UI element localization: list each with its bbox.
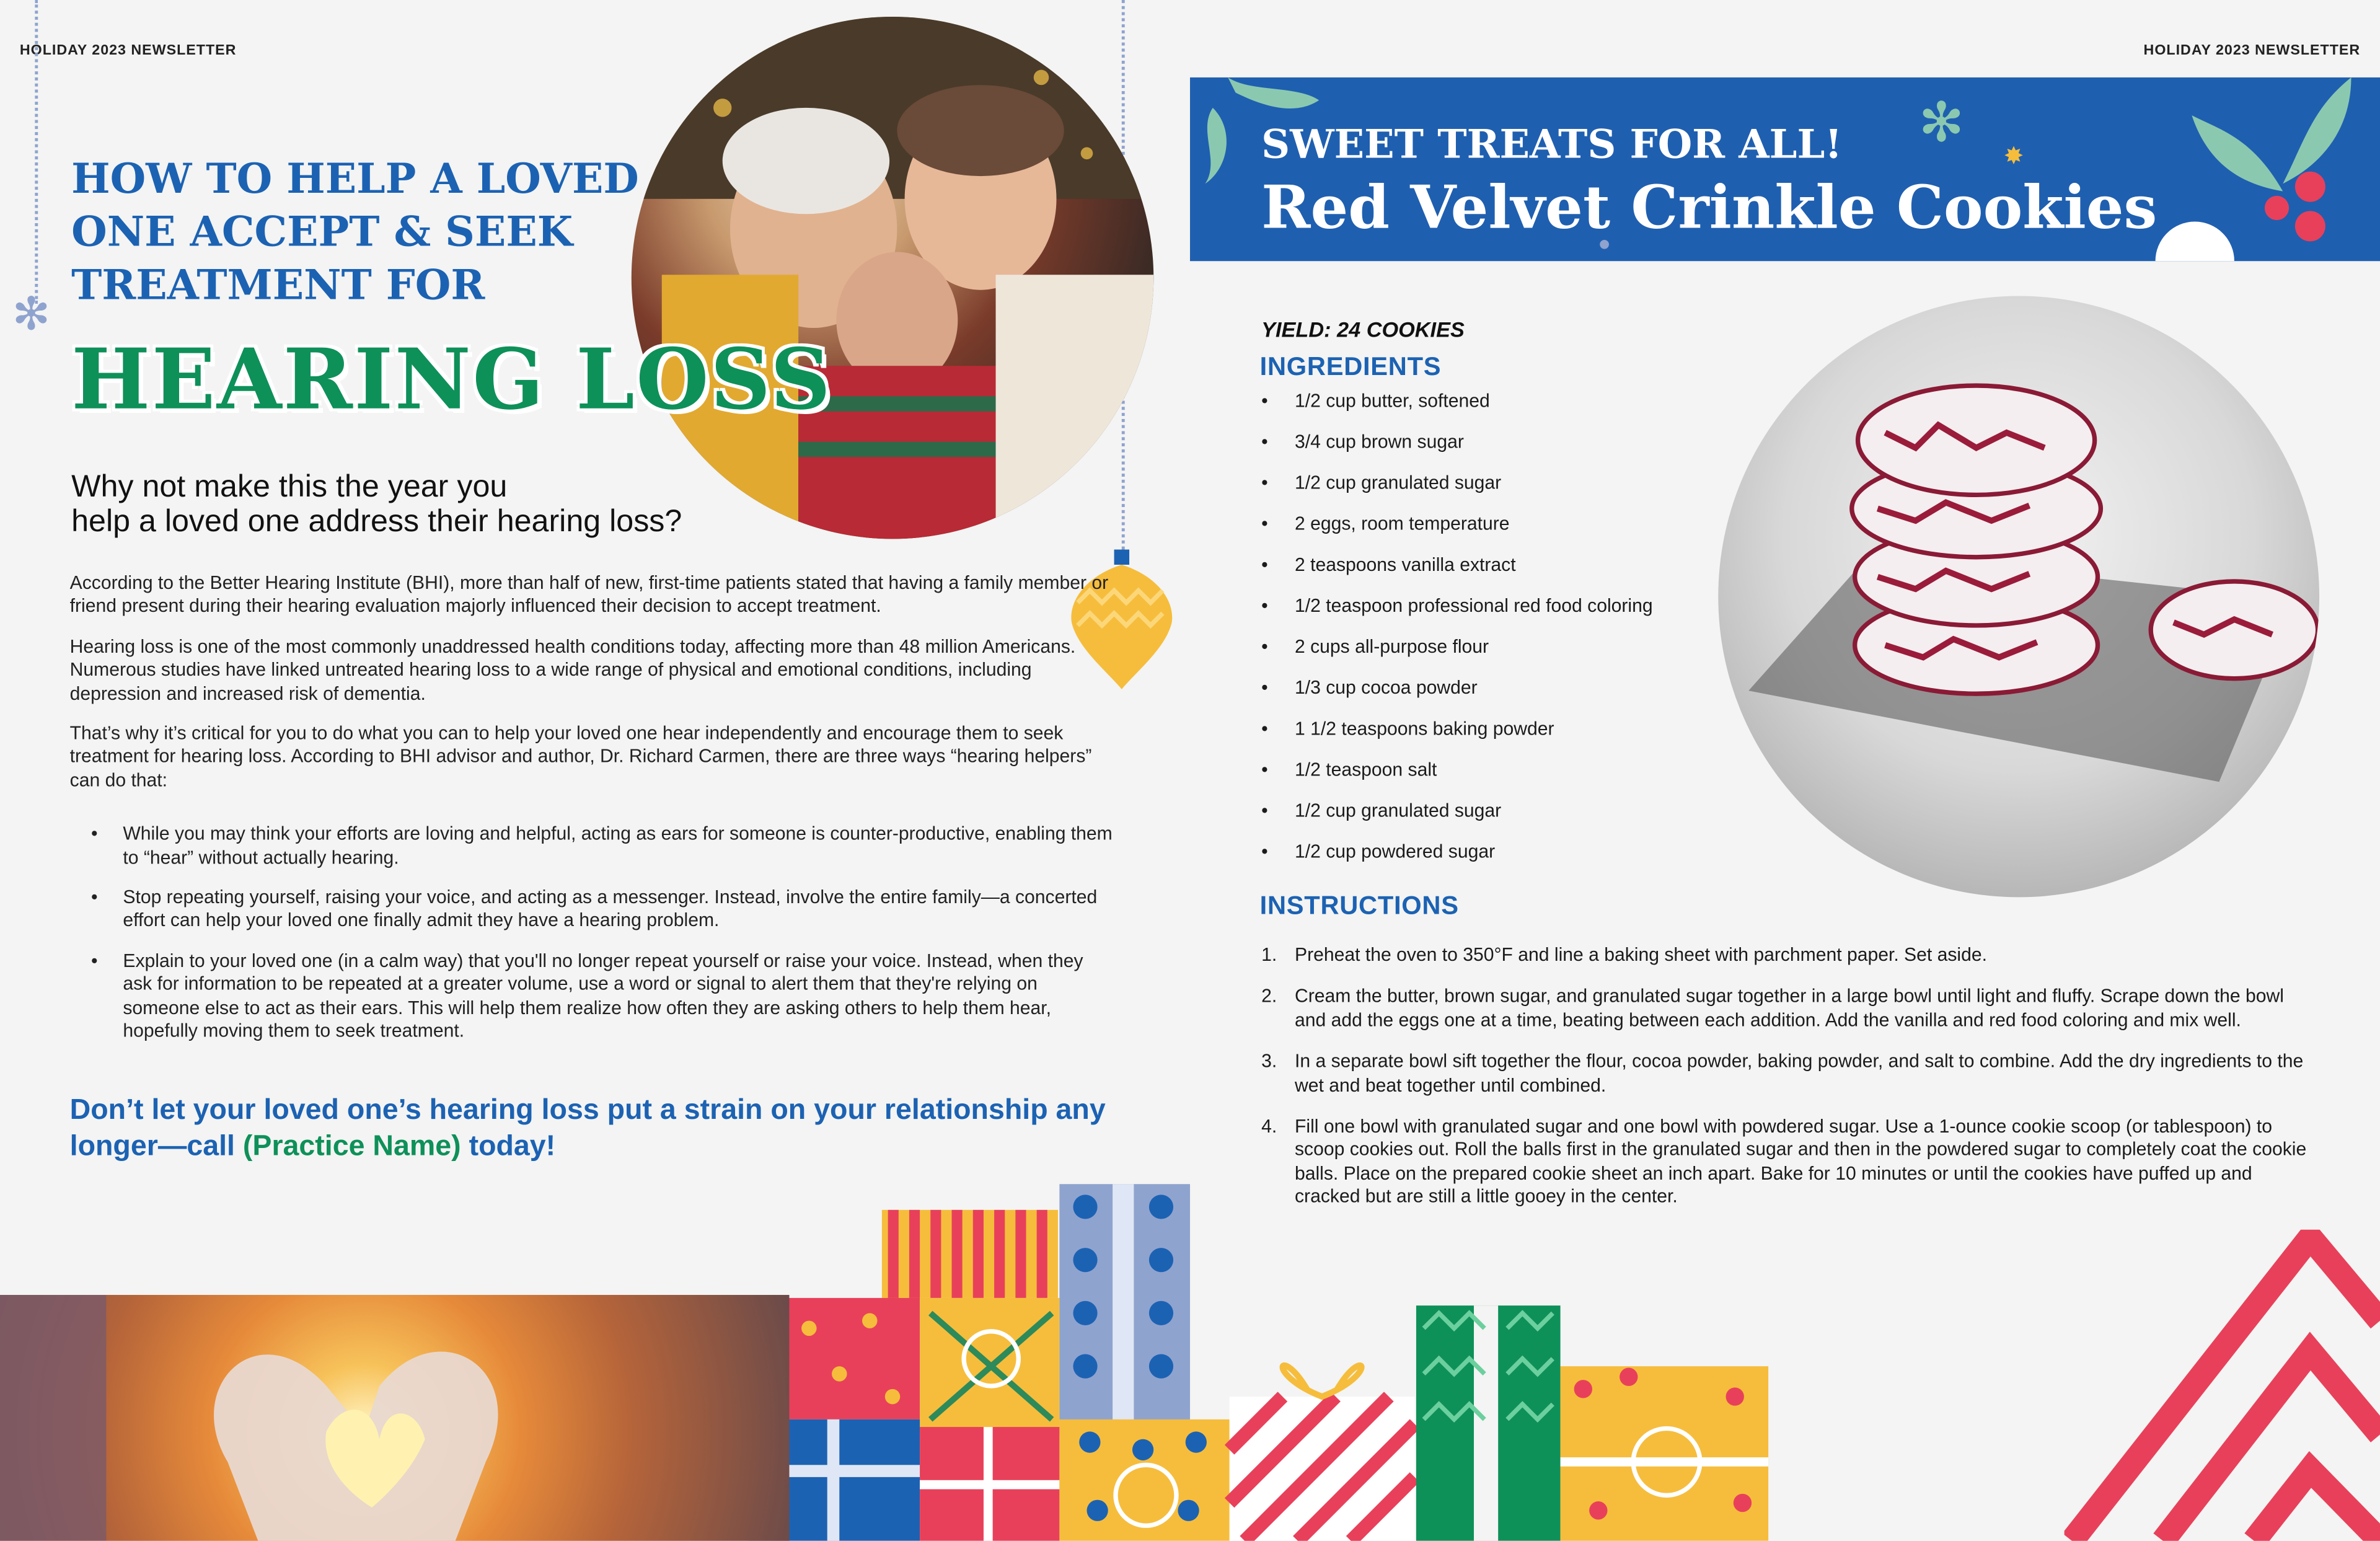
ingredient-item: • 1/2 cup granulated sugar bbox=[1261, 472, 1652, 513]
article-paragraph: Hearing loss is one of the most commonly unaddressed health conditions today, affecting more than 48 million Americans. Numerous studies have linked untreated hearing loss to a wide range of physical and emotional conditions, including depression and increased risk of dementia. bbox=[69, 635, 1076, 704]
ingredient-item: • 1/3 cup cocoa powder bbox=[1261, 677, 1652, 718]
step-text: Fill one bowl with granulated sugar and one bowl with powdered sugar. Use a 1-ounce cookie scoop (or tablespoon) to scoop cookies out. Roll the balls first in the granulated sugar and then in the powdered sugar to completely coat the cookie balls. Place on the prepared cookie sheet an inch apart. Bake for 10 minutes or until the cookies have puffed up and cracked but are still a little gooey in the center. bbox=[1294, 1116, 2307, 1208]
instruction-step bbox=[1261, 1051, 2316, 1097]
gift-icon bbox=[920, 1427, 1059, 1541]
instruction-step bbox=[1261, 1116, 2316, 1209]
step-number: 2. bbox=[1261, 986, 1277, 1007]
ingredient-item: • 1/2 teaspoon salt bbox=[1261, 759, 1652, 800]
newsletter-header-left: HOLIDAY 2023 NEWSLETTER bbox=[19, 42, 237, 60]
dotted-string bbox=[35, 0, 38, 304]
ingredient-item: • 1/2 teaspoon professional red food coloring bbox=[1261, 595, 1652, 636]
hearing-helper-tips bbox=[91, 823, 1117, 1044]
ingredient-item: • 1 1/2 teaspoons baking powder bbox=[1261, 718, 1652, 759]
step-text: Preheat the oven to 350°F and line a baking sheet with parchment paper. Set aside. bbox=[1294, 944, 1988, 966]
tip-item: • Stop repeating yourself, raising your voice, and acting as a messenger. Instead, involve the entire family—a concerted effort can help your loved one finally admit they have a hearing problem. bbox=[91, 886, 1117, 933]
gift-icon bbox=[920, 1298, 1059, 1434]
gift-icon bbox=[1416, 1305, 1561, 1541]
step-text: Cream the butter, brown sugar, and granulated sugar together in a large bowl until light and fluffy. Scrape down the bowl and add the eggs one at a time, beating between each addition. Add the vanilla and red food coloring and mix well. bbox=[1294, 986, 2284, 1031]
ingredient-item: • 2 eggs, room temperature bbox=[1261, 513, 1652, 554]
instruction-step bbox=[1261, 944, 2316, 968]
heart-hands-photo bbox=[0, 1295, 789, 1541]
ingredient-item: • 2 teaspoons vanilla extract bbox=[1261, 554, 1652, 595]
title-line: ONE ACCEPT & SEEK bbox=[71, 209, 573, 257]
gift-icon bbox=[1059, 1184, 1190, 1427]
newsletter-header-right: HOLIDAY 2023 NEWSLETTER bbox=[2143, 42, 2361, 60]
step-number: 1. bbox=[1261, 944, 1277, 966]
practice-name-link[interactable]: (Practice Name) bbox=[242, 1130, 461, 1162]
article-paragraph: That’s why it’s critical for you to do what you can to help your loved one hear independently and encourage them to seek treatment for hearing loss. According to BHI advisor and author, Dr. Richard Carmen, there are three ways “hearing helpers” can do that: bbox=[69, 722, 1092, 791]
cta-text: Don’t let your loved one’s hearing loss put a strain on your relationship any longer—call bbox=[69, 1093, 1106, 1162]
ingredient-item: • 1/2 cup powdered sugar bbox=[1261, 841, 1652, 882]
subheading-line: Why not make this the year you bbox=[71, 469, 508, 505]
cta-text: today! bbox=[461, 1130, 556, 1162]
ingredients-list bbox=[1261, 390, 1652, 881]
snowflake-icon: ✻ bbox=[12, 289, 51, 340]
recipe-yield: YIELD: 24 COOKIES bbox=[1261, 317, 1465, 342]
step-number: 3. bbox=[1261, 1051, 1277, 1072]
tree-chevron-decoration-icon bbox=[2065, 1230, 2380, 1541]
call-to-action bbox=[70, 1092, 1132, 1165]
ingredients-heading: INGREDIENTS bbox=[1259, 352, 1442, 381]
article-paragraph: According to the Better Hearing Institute (BHI), more than half of new, first-time patients stated that having a family member or friend present during their hearing evaluation majorly influenced their decision to accept treatment. bbox=[69, 572, 1109, 617]
recipe-title: Red Velvet Crinkle Cookies bbox=[1261, 173, 2157, 243]
subheading-line: help a loved one address their hearing loss? bbox=[71, 504, 682, 539]
step-number: 4. bbox=[1261, 1116, 1277, 1137]
gift-icon bbox=[1561, 1366, 1769, 1541]
cookie-stack-photo bbox=[1718, 296, 2319, 898]
ingredient-item: • 1/2 cup butter, softened bbox=[1261, 390, 1652, 431]
title-line: TREATMENT FOR bbox=[71, 262, 485, 310]
svg-text:✻: ✻ bbox=[1918, 91, 1965, 153]
family-hug-photo bbox=[632, 17, 1153, 539]
article-body bbox=[70, 572, 1117, 1165]
instructions-heading: INSTRUCTIONS bbox=[1259, 891, 1459, 921]
step-text: In a separate bowl sift together the flour, cocoa powder, baking powder, and salt to combine. Add the dry ingredients to the wet and beat together until combined. bbox=[1294, 1051, 2304, 1096]
article-title-highlight: HEARING LOSS bbox=[71, 329, 832, 428]
ingredient-item: • 1/2 cup granulated sugar bbox=[1261, 800, 1652, 841]
gift-icon bbox=[1059, 1420, 1229, 1541]
svg-text:✸: ✸ bbox=[2003, 143, 2024, 170]
title-line: HOW TO HELP A LOVED bbox=[71, 156, 639, 204]
gift-icon bbox=[783, 1298, 920, 1420]
tip-item: • While you may think your efforts are loving and helpful, acting as ears for someone is counter-productive, enabling them to “hear” without actually hearing. bbox=[91, 823, 1117, 870]
article-subheading bbox=[71, 469, 770, 539]
tip-item: • Explain to your loved one (in a calm way) that you'll no longer repeat yourself or raise your voice. Instead, when they ask for information to be repeated at a greater volume, use a word or signal to alert them that they're relying on someone else to act as their ears. This will help them realize how often they are asking others to help them hear, hopefully moving them to seek treatment. bbox=[91, 950, 1117, 1044]
ingredient-item: • 2 cups all-purpose flour bbox=[1261, 636, 1652, 677]
gift-icon bbox=[882, 1210, 1058, 1298]
recipe-kicker: SWEET TREATS FOR ALL! bbox=[1261, 123, 1843, 169]
instruction-step bbox=[1261, 986, 2316, 1032]
recipe-banner bbox=[1190, 77, 2380, 261]
instructions-list bbox=[1261, 944, 2316, 1227]
gift-icon bbox=[1230, 1366, 1415, 1541]
ingredient-item: • 3/4 cup brown sugar bbox=[1261, 431, 1652, 472]
article-title bbox=[71, 153, 639, 312]
